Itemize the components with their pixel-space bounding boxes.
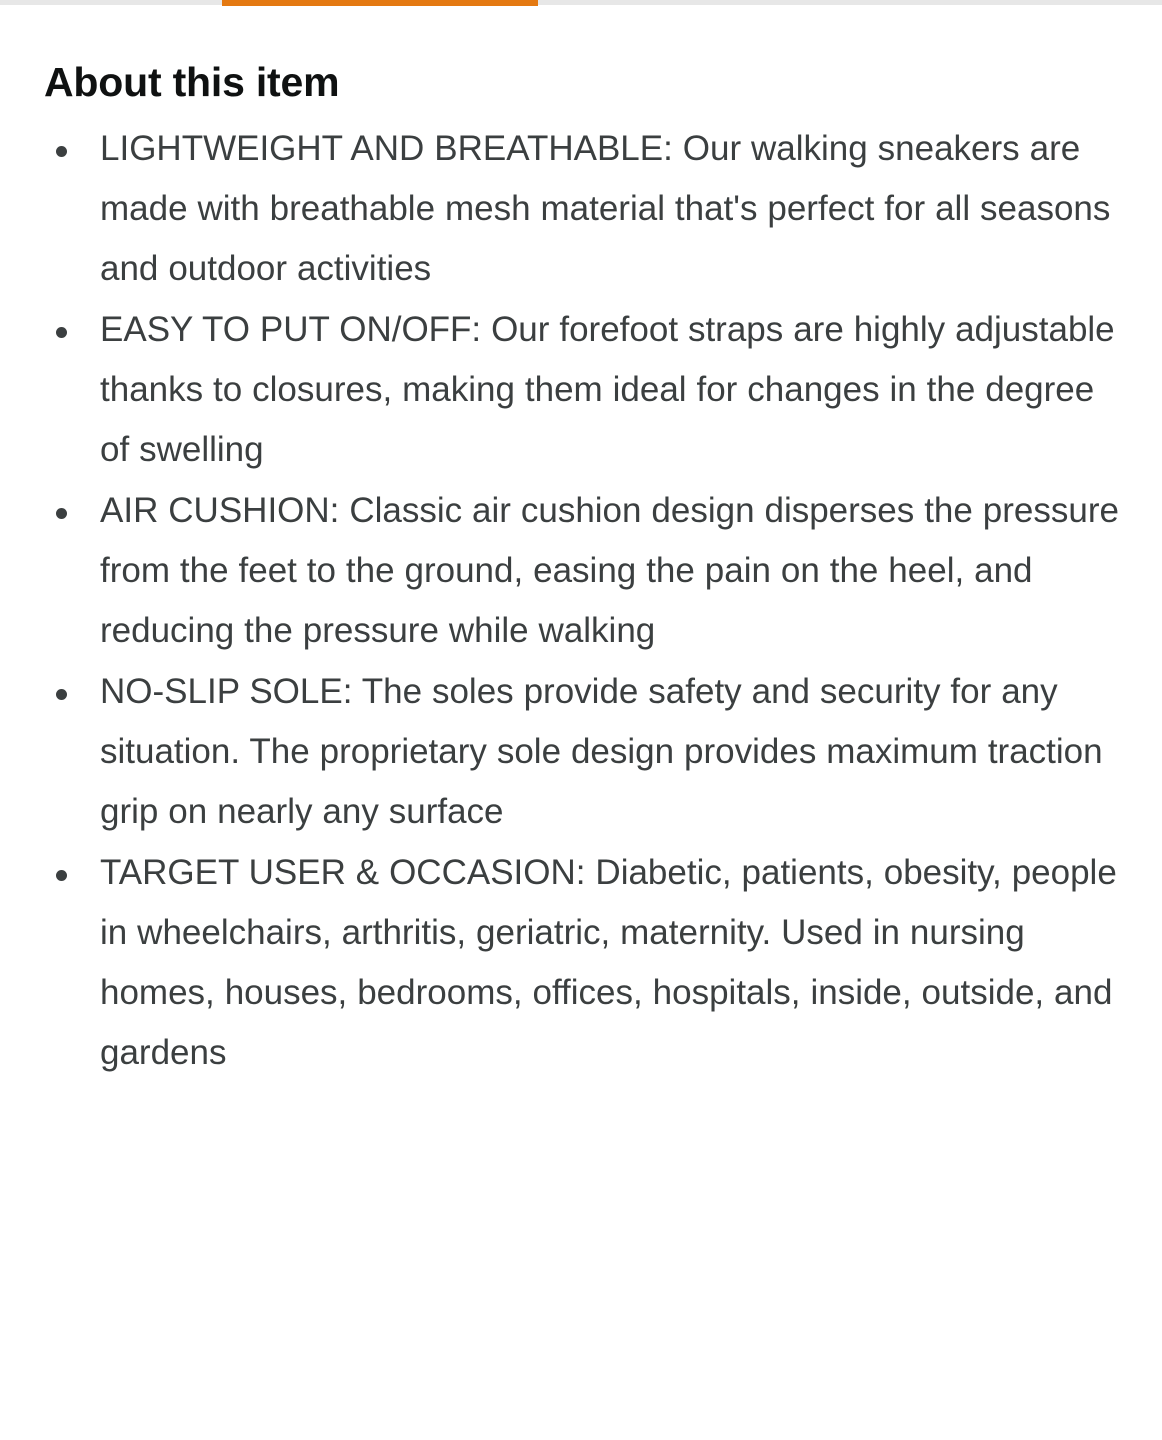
list-item: NO-SLIP SOLE: The soles provide safety and security for any situation. The proprietary sole design provides maximum traction grip on nearly any surface <box>42 662 1122 842</box>
divider-line <box>0 0 1162 5</box>
list-item: TARGET USER & OCCASION: Diabetic, patients, obesity, people in wheelchairs, arthritis, geriatric, maternity. Used in nursing homes, houses, bedrooms, offices, hospitals, inside, outside, and gardens <box>42 843 1122 1083</box>
feature-bullet-list <box>42 119 1122 1083</box>
active-tab-indicator <box>222 0 538 6</box>
list-item: AIR CUSHION: Classic air cushion design disperses the pressure from the feet to the ground, easing the pain on the heel, and reducing the pressure while walking <box>42 481 1122 661</box>
list-item: EASY TO PUT ON/OFF: Our forefoot straps are highly adjustable thanks to closures, making them ideal for changes in the degree of swelling <box>42 300 1122 480</box>
tab-divider <box>0 0 1162 8</box>
list-item: LIGHTWEIGHT AND BREATHABLE: Our walking sneakers are made with breathable mesh material that's perfect for all seasons and outdoor activities <box>42 119 1122 299</box>
page-title: About this item <box>44 59 340 105</box>
about-this-item-section <box>0 60 1162 1083</box>
